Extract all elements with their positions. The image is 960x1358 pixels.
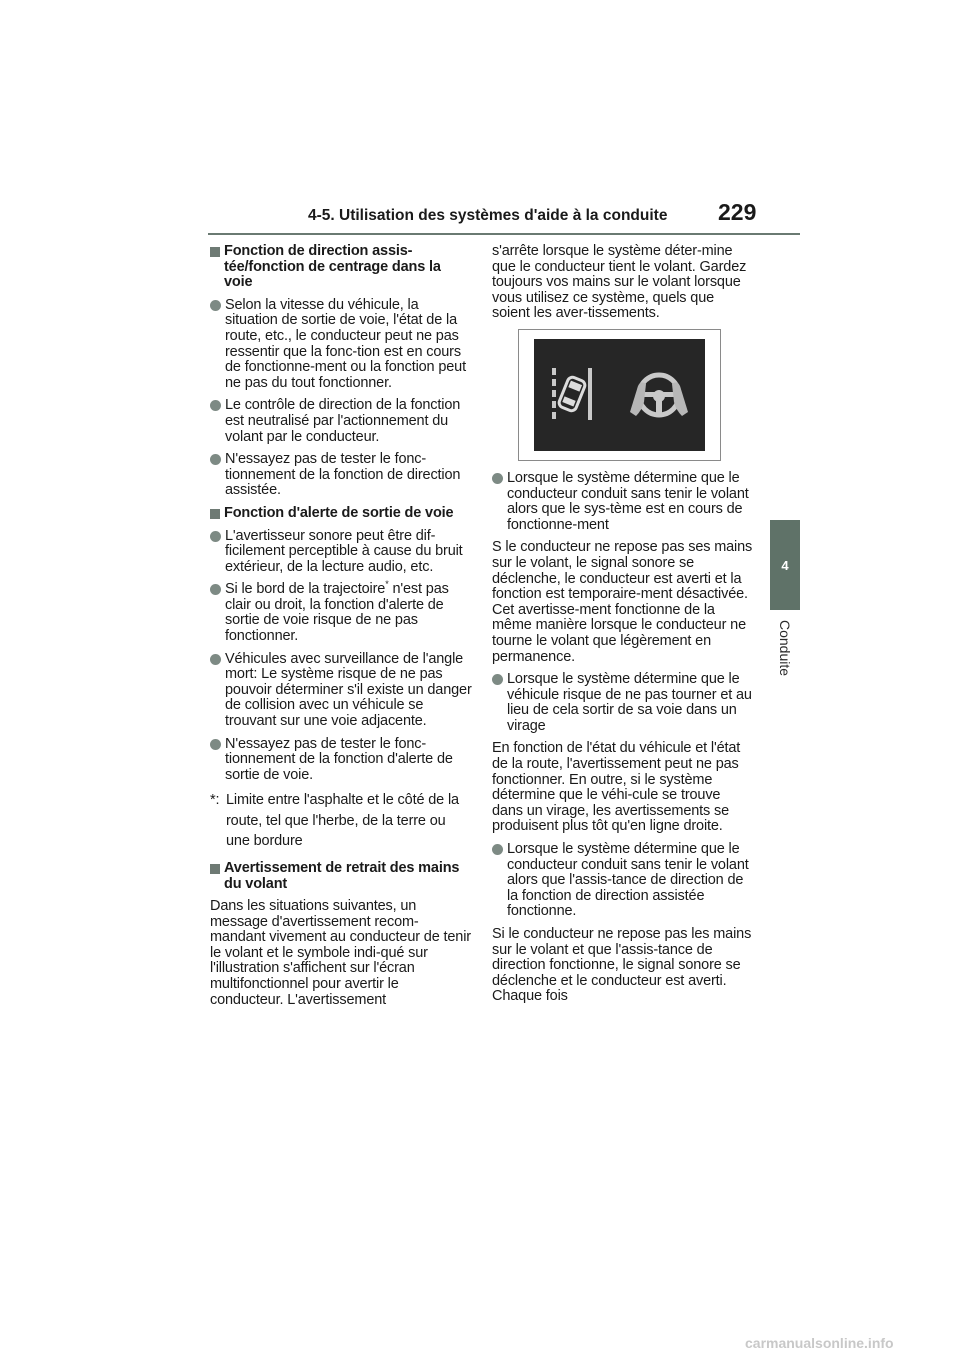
header-rule bbox=[208, 233, 800, 235]
bullet-text: N'essayez pas de tester le fonc-tionnement de la fonction de direction assistée. bbox=[225, 451, 461, 499]
footnote bbox=[210, 790, 472, 852]
round-bullet-icon bbox=[210, 654, 221, 665]
bullet-item bbox=[210, 529, 472, 576]
lane-keeping-icon bbox=[550, 364, 600, 426]
bullet-text-start: Si le bord de la trajectoire bbox=[225, 581, 386, 598]
section-heading-lane-departure-alert bbox=[210, 506, 472, 522]
round-bullet-icon bbox=[210, 584, 221, 595]
paragraph: s'arrête lorsque le système déter-mine que le conducteur tient le volant. Gardez toujours vos mains sur le volant lorsque vous utilisez ce système, quels que soient les aver-tissements. bbox=[492, 243, 747, 322]
bullet-text: L'avertisseur sonore peut être dif-ficilement perceptible à cause du bruit extérieur, de la lecture audio, etc. bbox=[225, 527, 463, 575]
footnote-mark: *: bbox=[210, 792, 220, 809]
round-bullet-icon bbox=[492, 674, 503, 685]
bullet-text: Lorsque le système détermine que le conducteur conduit sans tenir le volant alors que l'assis-tance de direction de la fonction de direction assistée fonctionne. bbox=[507, 841, 749, 920]
bullet-text: Lorsque le système détermine que le conducteur conduit sans tenir le volant alors que le sys-tème est en cours de fonctionne-ment bbox=[507, 469, 749, 533]
page-number: 229 bbox=[718, 199, 757, 225]
paragraph: Si le conducteur ne repose pas les mains sur le volant et que l'assis-tance de direction fonctionne, le signal sonore se déclenche et le conducteur est averti. Chaque fois bbox=[492, 926, 752, 1005]
section-heading-steering-assist bbox=[210, 244, 472, 291]
bullet-item bbox=[210, 737, 472, 784]
watermark: carmanualsonline.info bbox=[745, 1335, 894, 1351]
heading-text: Fonction d'alerte de sortie de voie bbox=[224, 504, 454, 521]
header-title: 4-5. Utilisation des systèmes d'aide à la conduite bbox=[308, 207, 668, 224]
square-bullet-icon bbox=[210, 247, 220, 257]
bullet-item bbox=[210, 298, 472, 392]
chapter-label: Conduite bbox=[777, 620, 793, 677]
heading-text: Fonction de direction assis-tée/fonction de centrage dans la voie bbox=[224, 243, 441, 291]
bullet-text-end: n'est pas clair ou droit, la fonction d'alerte de sortie de voie risque de ne pas fonctionner. bbox=[225, 581, 449, 645]
right-column bbox=[492, 244, 754, 1012]
round-bullet-icon bbox=[492, 473, 503, 484]
round-bullet-icon bbox=[210, 300, 221, 311]
paragraph: S le conducteur ne repose pas ses mains sur le volant, le signal sonore se déclenche, le conducteur est averti et la fonction est temporaire-ment désactivée. Cet avertisse-ment fonctionne de la même manière lorsque le conducteur ne tourne le volant que légèrement en permanence. bbox=[492, 539, 753, 665]
bullet-item bbox=[210, 652, 472, 730]
round-bullet-icon bbox=[210, 531, 221, 542]
section-heading-hands-off-warning bbox=[210, 861, 472, 892]
paragraph: En fonction de l'état du véhicule et l'état de la route, l'avertissement peut ne pas fonctionner. En outre, si le système détermine que le véhi-cule se trouve dans un virage, les avertissements se produisent plus tôt qu'en ligne droite. bbox=[492, 740, 741, 835]
square-bullet-icon bbox=[210, 509, 220, 519]
figure-frame bbox=[518, 329, 721, 461]
bullet-item bbox=[210, 452, 472, 499]
bullet-text: Véhicules avec surveillance de l'angle mort: Le système risque de ne pas pouvoir déterminer s'il existe un danger de collision avec un véhicule se trouvant sur une voie adjacente. bbox=[225, 650, 472, 730]
bullet-item bbox=[210, 398, 472, 445]
bullet-text: N'essayez pas de tester le fonc-tionnement de la fonction d'alerte de sortie de voie. bbox=[225, 735, 453, 783]
bullet-item bbox=[492, 842, 754, 920]
bullet-item bbox=[210, 579, 472, 645]
bullet-text bbox=[225, 581, 449, 644]
footnote-marker: * bbox=[385, 579, 389, 590]
chapter-tab: 4 bbox=[770, 520, 800, 610]
round-bullet-icon bbox=[210, 400, 221, 411]
bullet-text: Selon la vitesse du véhicule, la situation de sortie de voie, l'état de la route, etc., le conducteur peut ne pas ressentir que la fonc-tion est en cours de fonctionne-ment ou la fonction peut ne pas du tout fonctionner. bbox=[225, 296, 466, 391]
left-column bbox=[210, 244, 472, 1015]
multi-information-display bbox=[534, 339, 705, 451]
bullet-text: Le contrôle de direction de la fonction est neutralisé par l'actionnement du volant par le conducteur. bbox=[225, 397, 461, 445]
round-bullet-icon bbox=[210, 739, 221, 750]
round-bullet-icon bbox=[210, 454, 221, 465]
round-bullet-icon bbox=[492, 844, 503, 855]
bullet-item bbox=[492, 471, 754, 533]
footnote-text: Limite entre l'asphalte et le côté de la route, tel que l'herbe, de la terre ou une bordure bbox=[226, 792, 459, 850]
bullet-item bbox=[492, 672, 754, 734]
paragraph: Dans les situations suivantes, un message d'avertissement recom-mandant vivement au conducteur de tenir le volant et le symbole indi-qué sur l'illustration s'affichent sur l'écran multifonctionnel pour avertir le conducteur. L'avertissement bbox=[210, 898, 471, 1008]
heading-text: Avertissement de retrait des mains du volant bbox=[224, 859, 460, 892]
hands-on-steering-wheel-icon bbox=[628, 366, 690, 424]
bullet-text: Lorsque le système détermine que le véhicule risque de ne pas tourner et au lieu de cela sortir de sa voie dans un virage bbox=[507, 671, 752, 734]
square-bullet-icon bbox=[210, 864, 220, 874]
